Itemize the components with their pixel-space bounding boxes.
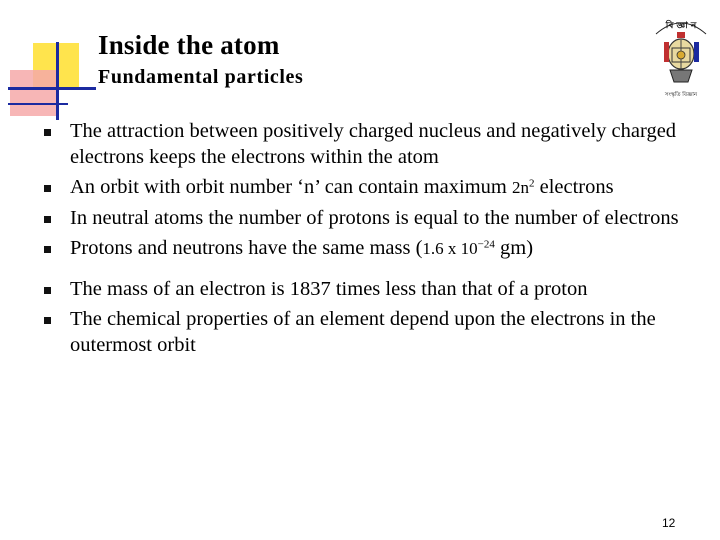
- bullet-marker-icon: [44, 287, 51, 294]
- bullet-marker-icon: [44, 246, 51, 253]
- math-expression: [512, 178, 535, 197]
- bullet-marker-icon: [44, 317, 51, 324]
- slide-subtitle: Fundamental particles: [98, 66, 304, 88]
- bullet-text-tail: gm): [494, 237, 534, 259]
- decor-horizontal-line: [8, 87, 96, 90]
- bullet-marker-icon: [44, 185, 51, 192]
- svg-text:সংস্কৃতি বিজ্ঞান: সংস্কৃতি বিজ্ঞান: [664, 92, 698, 98]
- bullet-text: An orbit with orbit number ‘n’ can contain maximum: [70, 176, 512, 198]
- bullet-text: The attraction between positively charged nucleus and negatively charged electrons keeps the electrons within the atom: [70, 120, 677, 168]
- decor-pink-square: [10, 70, 56, 116]
- emblem-icon: [650, 12, 712, 100]
- bullet-text: In neutral atoms the number of protons is equal to the number of electrons: [70, 207, 679, 229]
- emblem-logo: [650, 12, 712, 100]
- bullet-text: The mass of an electron is 1837 times less than that of a proton: [70, 278, 588, 300]
- bullet-marker-icon: [44, 129, 51, 136]
- bullet-text: Protons and neutrons have the same mass (: [70, 237, 423, 259]
- bullet-list: [44, 118, 704, 358]
- bullet-item: [44, 174, 704, 201]
- decor-horizontal-line-2: [8, 103, 68, 105]
- bullet-item: [44, 205, 704, 231]
- svg-text:বি জ্ঞা ন: বি জ্ঞা ন: [665, 21, 697, 31]
- page-number: 12: [662, 516, 676, 530]
- bullet-text: The chemical properties of an element depend upon the electrons in the outermost orbit: [70, 308, 656, 356]
- slide-title: Inside the atom: [98, 30, 280, 60]
- bullet-item: [44, 118, 704, 170]
- math-superscript: −24: [477, 238, 495, 251]
- decor-vertical-line: [56, 42, 59, 120]
- math-base: 2n: [511, 178, 529, 197]
- bullet-item: [44, 276, 704, 302]
- bullet-marker-icon: [44, 216, 51, 223]
- bullet-item: [44, 235, 704, 262]
- math-expression: [422, 239, 494, 258]
- math-superscript: 2: [528, 177, 535, 190]
- math-base: 1.6 x 10: [422, 239, 478, 258]
- bullet-text-tail: electrons: [534, 176, 614, 198]
- bullet-item: [44, 306, 704, 358]
